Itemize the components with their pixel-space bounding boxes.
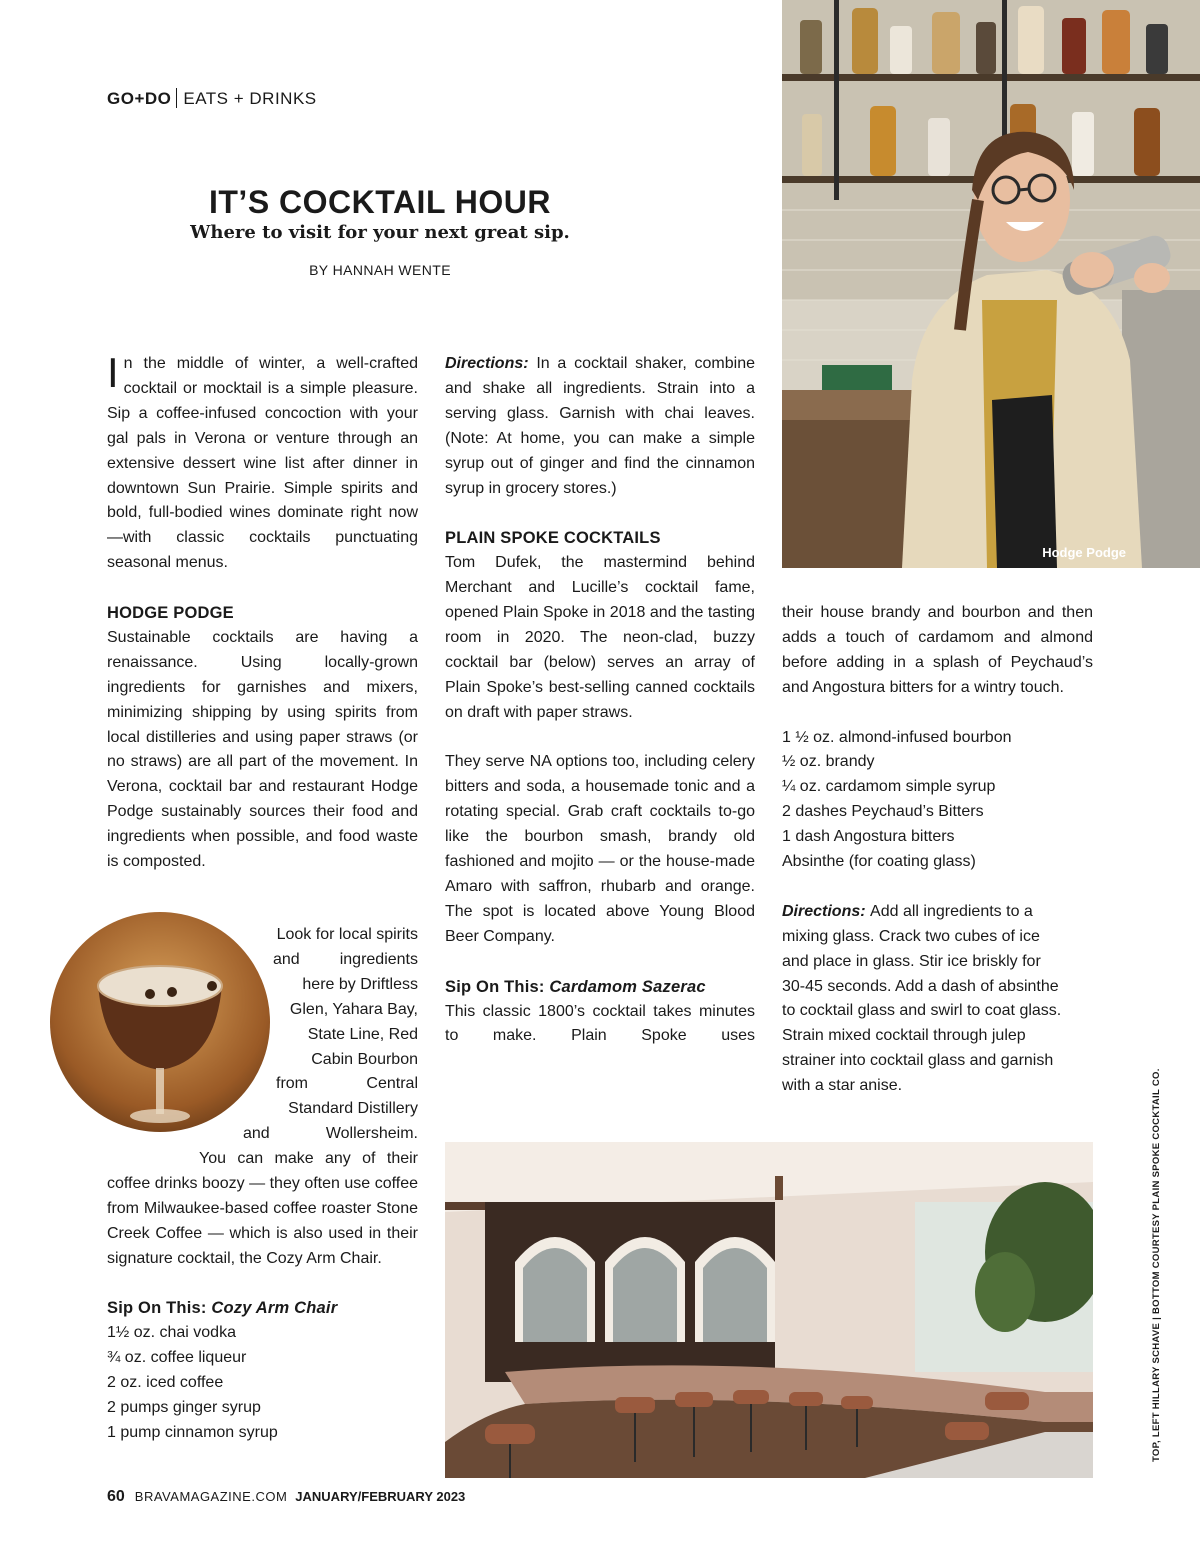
recipe-line: Absinthe (for coating glass) [782, 853, 976, 871]
plain-spoke-paragraph-1: Tom Dufek, the mastermind behind Merchant and Lucille’s cocktail fame, opened Plain Spoke in 2018 and the tasting room in 2020. The neon-clad, buzzy cocktail bar (below) serves an array of Plain Spoke’s best-selling canned cocktails on draft with paper straws. [445, 554, 755, 721]
bar-interior-illustration [445, 1142, 1093, 1478]
directions-2 [782, 900, 1093, 925]
sazerac-paragraph: This classic 1800’s cocktail takes minutes to make. Plain Spoke uses [445, 1002, 755, 1045]
bar-interior-photo [445, 1142, 1093, 1478]
recipe-line: 2 oz. iced coffee [107, 1374, 224, 1392]
directions-label: Directions: [445, 355, 529, 372]
directions-line: Strain mixed cocktail through julep [782, 1027, 1026, 1045]
footer-site: BRAVAMAGAZINE.COM [134, 1489, 288, 1504]
directions-1 [445, 352, 755, 501]
hodge-wrap-text [107, 923, 418, 1147]
directions-line: mixing glass. Crack two cubes of ice [782, 927, 1040, 945]
wrap-line: Glen, Yahara Bay, [289, 1000, 418, 1018]
recipe-line: 2 dashes Peychaud’s Bitters [782, 803, 984, 821]
recipe-line: 1 pump cinnamon syrup [107, 1423, 278, 1441]
section-divider [176, 88, 177, 108]
directions-line: with a star anise. [782, 1077, 903, 1095]
column-3 [782, 601, 1093, 1099]
wrap-line: Look for local spirits [276, 926, 418, 943]
intro-paragraph [107, 349, 418, 576]
wrap-line: Cabin Bourbon [311, 1050, 418, 1068]
bartender-photo [782, 0, 1200, 568]
recipe-line: ½ oz. brandy [782, 753, 875, 771]
directions-text: In a cocktail shaker, combine and shake all ingredients. Strain into a serving glass. Garnish with chai leaves. (Note: At home, you can make a simple syrup out of ginger and find the cinnamon syrup in grocery stores.) [445, 355, 755, 497]
directions-line: and place in glass. Stir ice briskly for [782, 952, 1041, 970]
column-2 [445, 352, 755, 1049]
sip-prefix: Sip On This: [445, 977, 550, 996]
intro-text: n the middle of winter, a well-crafted cocktail or mocktail is a simple pleasure. Sip a coffee-infused concoction with your gal pals in Verona or venture through an extensive dessert wine list after dinner in downtown Sun Prairie. Simple spirits and bold, full-bodied wines dominate right now—with classic cocktails punctuating seasonal menus. [107, 355, 418, 572]
page-footer [107, 1488, 465, 1506]
article-deck: Where to visit for your next great sip. [190, 222, 570, 243]
column-1 [107, 349, 418, 875]
recipe-line: 1½ oz. chai vodka [107, 1324, 236, 1342]
photo-credit: TOP, LEFT HILLARY SCHAVE | BOTTOM COURTESY PLAIN SPOKE COCKTAIL CO. [1151, 1068, 1162, 1462]
wrap-line: Standard Distillery [288, 1100, 418, 1118]
photo-caption: Hodge Podge [1042, 545, 1126, 560]
recipe-line: 1 ½ oz. almond-infused bourbon [782, 728, 1012, 746]
sazerac-paragraph-continued: their house brandy and bourbon and then adds a touch of cardamom and almond before adding in a splash of Peychaud’s and Angostura bitters for a wintry touch. [782, 604, 1093, 696]
drop-cap: I [107, 349, 119, 396]
bartender-illustration [782, 0, 1200, 568]
hodge-podge-paragraph-2: You can make any of their coffee drinks boozy — they often use coffee from Milwaukee-based coffee roaster Stone Creek Coffee — which is also used in their signature cocktail, the Cozy Arm Chair. [107, 1150, 418, 1267]
recipe-line: 1 dash Angostura bitters [782, 828, 955, 846]
directions-line: to cocktail glass and swirl to coat glass. [782, 1002, 1062, 1020]
directions-label: Directions: [782, 902, 866, 920]
hodge-podge-heading: HODGE PODGE [107, 604, 234, 623]
sip-on-this-heading-1 [107, 1296, 418, 1321]
cocktail-name: Cardamom Sazerac [549, 977, 706, 996]
page-number: 60 [107, 1488, 125, 1505]
plain-spoke-paragraph-2: They serve NA options too, including celery bitters and soda, a housemade tonic and a rotating special. Grab craft cocktails to-go like the bourbon smash, brandy old fashioned and mojito — or the house-made Amaro with saffron, rhubarb and orange. The spot is located above Young Blood Beer Company. [445, 753, 755, 945]
wrap-line: State Line, Red [307, 1025, 418, 1043]
directions-line: Add all ingredients to a [870, 902, 1033, 920]
directions-line: strainer into cocktail glass and garnish [782, 1052, 1054, 1070]
recipe-line: ¼ oz. cardamom simple syrup [782, 778, 996, 796]
hodge-podge-paragraph: Sustainable cocktails are having a renaissance. Using locally-grown ingredients for garnishes and mixers, minimizing shipping by using spirits from local distilleries and using paper straws (or no straws) are all part of the movement. In Verona, cocktail bar and restaurant Hodge Podge sustainably sources their food and ingredients when possible, and food waste is composted. [107, 628, 418, 871]
directions-line: 30-45 seconds. Add a dash of absinthe [782, 977, 1059, 995]
wrap-line: and ingredients [273, 950, 418, 968]
column-1-continued [107, 1147, 418, 1446]
sip-on-this-heading-2 [445, 975, 755, 1000]
sip-prefix: Sip On This: [107, 1299, 212, 1318]
subsection-name: EATS + DRINKS [183, 89, 317, 108]
article-title: IT’S COCKTAIL HOUR [208, 184, 552, 220]
plain-spoke-heading: PLAIN SPOKE COCKTAILS [445, 529, 661, 548]
wrap-line: here by Driftless [302, 975, 418, 993]
recipe-line: ¾ oz. coffee liqueur [107, 1349, 247, 1367]
wrap-line: and Wollersheim. [243, 1125, 418, 1143]
footer-issue: JANUARY/FEBRUARY 2023 [295, 1489, 466, 1504]
recipe-line: 2 pumps ginger syrup [107, 1399, 261, 1417]
section-tag [107, 88, 317, 109]
section-name: GO+DO [107, 89, 172, 108]
wrap-line: from Central [276, 1075, 418, 1093]
byline: BY HANNAH WENTE [309, 262, 451, 278]
cocktail-name: Cozy Arm Chair [211, 1299, 338, 1318]
